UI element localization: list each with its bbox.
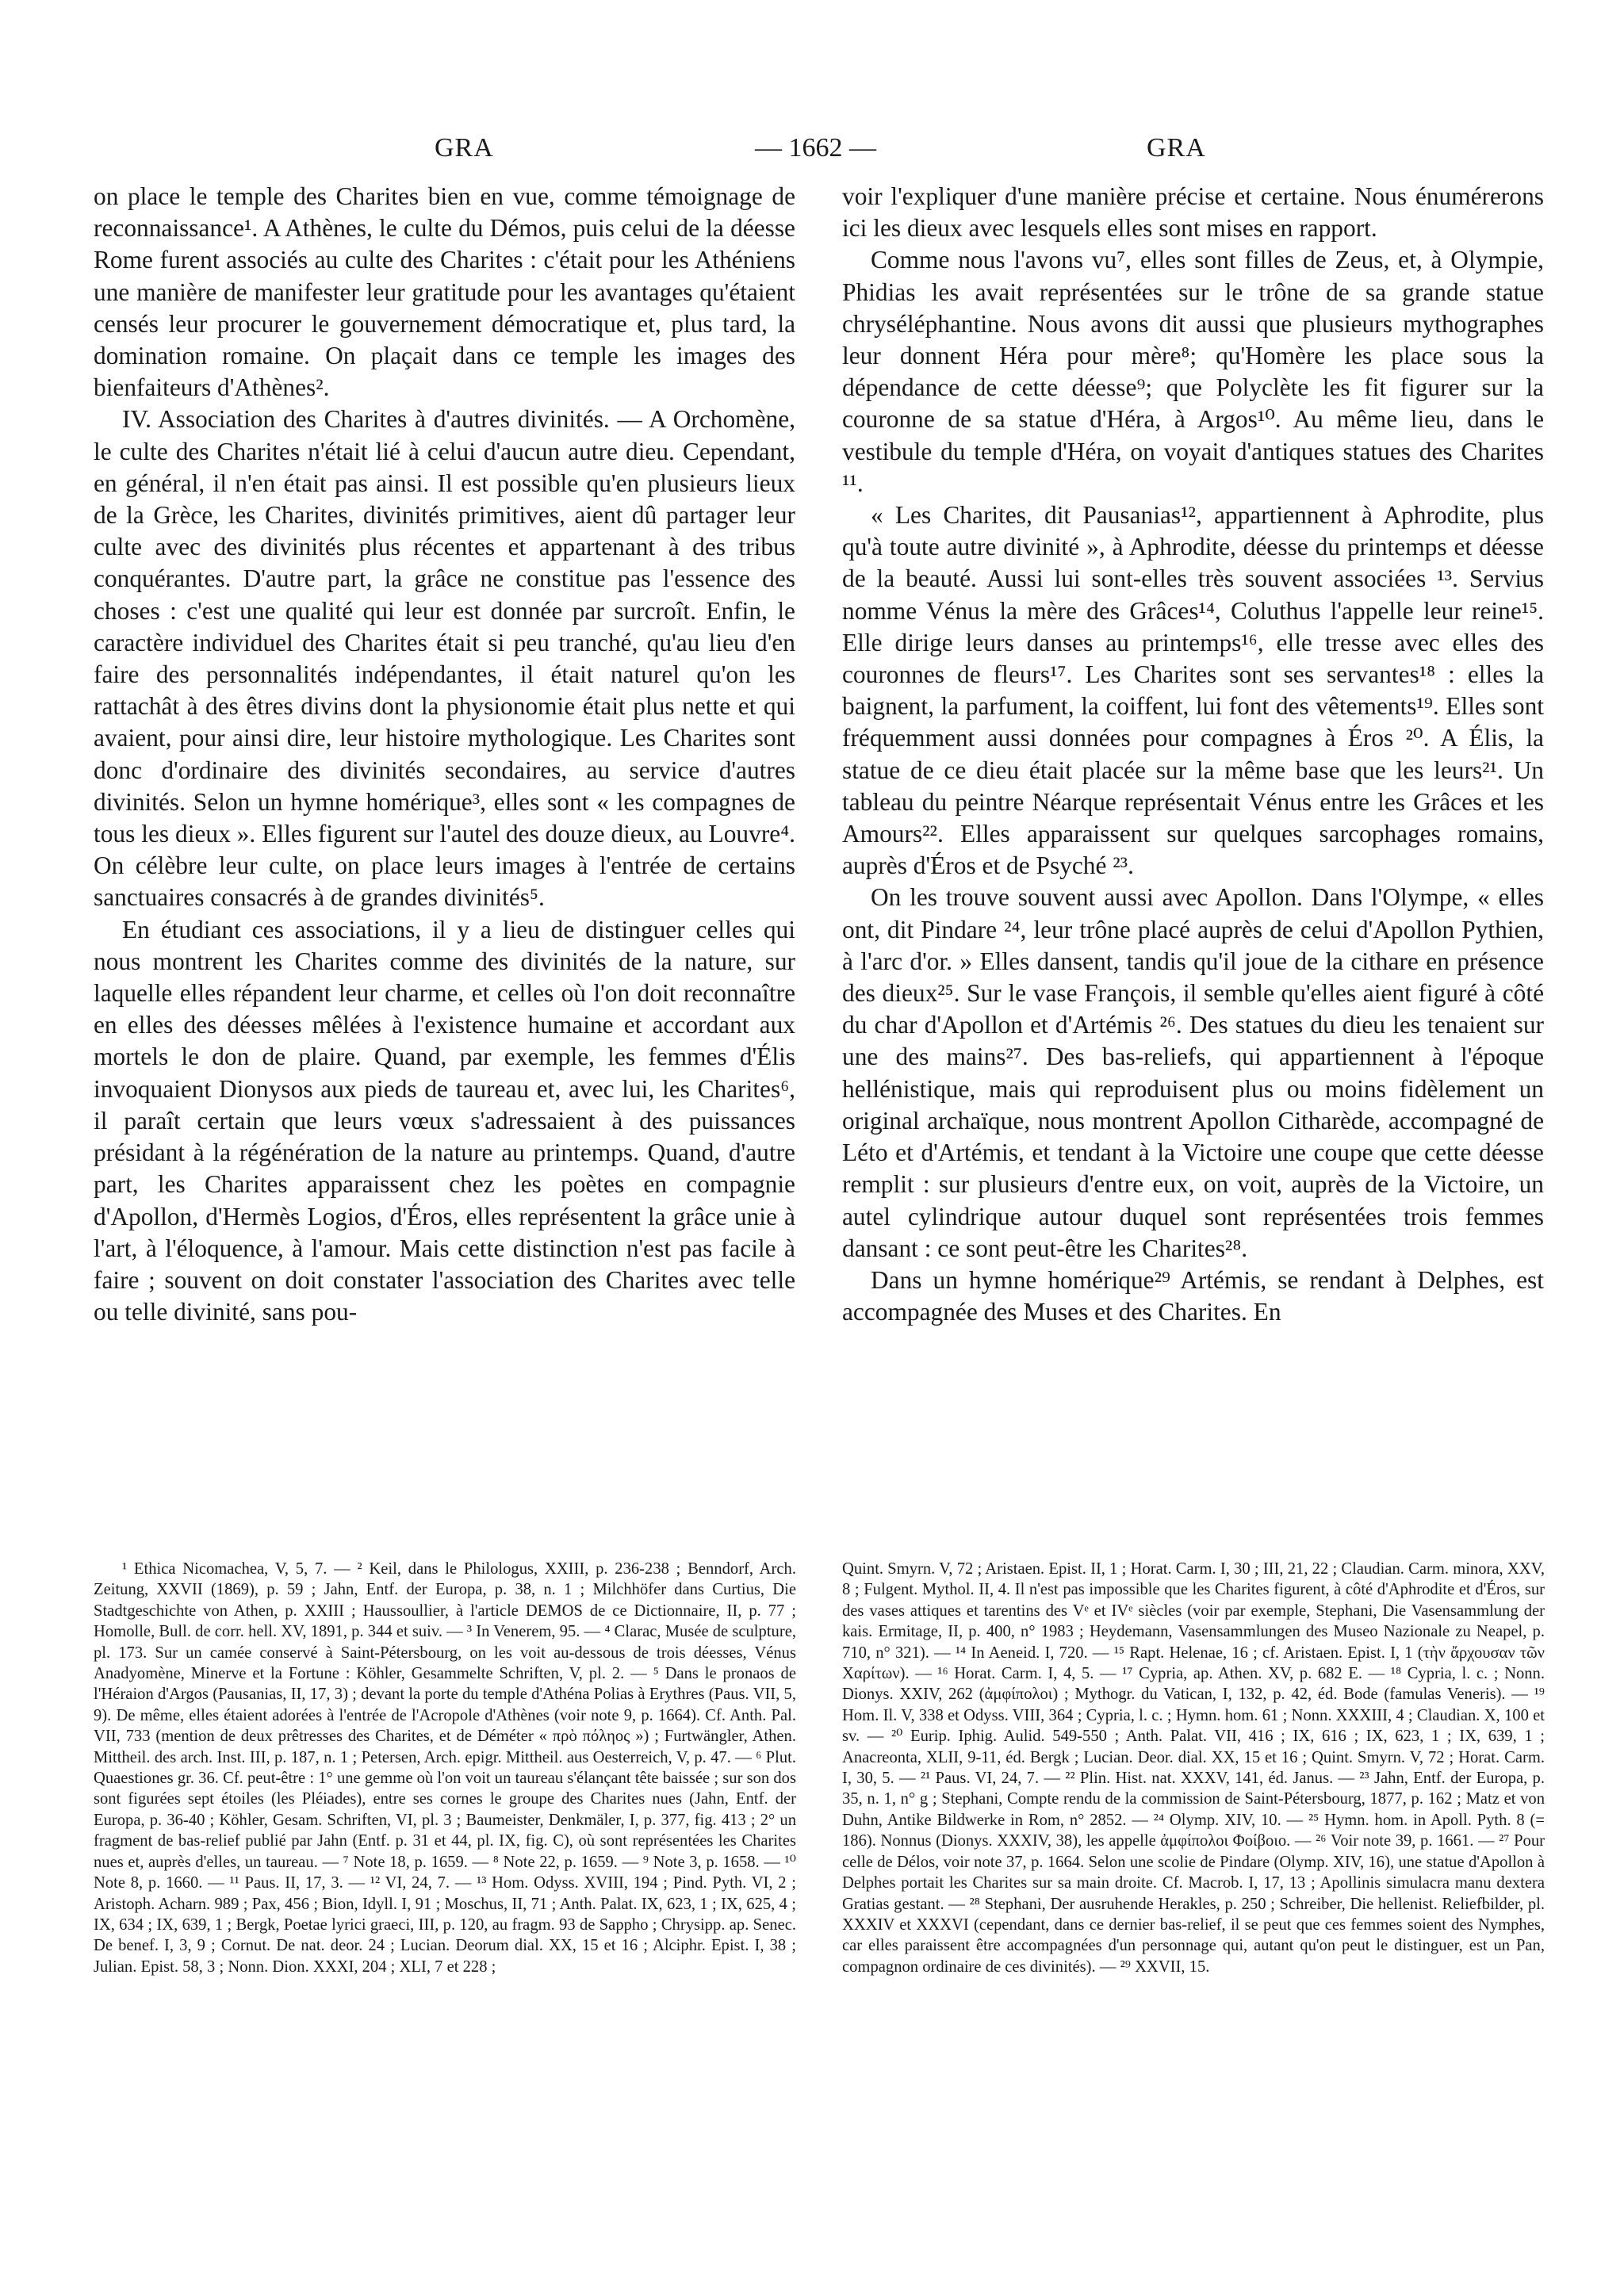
paragraph: Comme nous l'avons vu⁷, elles sont filles de Zeus, et, à Olympie, Phidias les avait représentées sur le trône de sa grande statue chryséléphantine. Nous avons dit aussi que plusieurs mythographes leur donnent Héra pour mère⁸; qu'Homère les place sous la dépendance de cette déesse⁹; que Polyclète les fit figurer sur la couronne de sa statue d'Héra, à Argos¹⁰. Au même lieu, dans le vestibule du temple d'Héra, on voyait d'antiques statues des Charites ¹¹.	[842, 246, 1544, 497]
footnote-block: Quint. Smyrn. V, 72 ; Aristaen. Epist. II, 1 ; Horat. Carm. I, 30 ; III, 21, 22 ; Claudian. Carm. minora, XXV, 8 ; Fulgent. Mythol. II, 4. Il n'est pas impossible que les Charites figurent, à côté d'Aphrodite et d'Éros, sur des vases attiques et tarentins des Vᵉ et IVᵉ siècles (voir par exemple, Stephani, Die Vasensammlung der kais. Ermitage, II, p. 400, n° 1983 ; Heydemann, Vasensammlungen des Museo Nazionale zu Neapel, p. 710, n° 321). — ¹⁴ In Aeneid. I, 720. — ¹⁵ Rapt. Helenae, 16 ; cf. Aristaen. Epist. I, 1 (τὴν ἄρχουσαν τῶν Χαρίτων). — ¹⁶ Horat. Carm. I, 4, 5. — ¹⁷ Cypria, ap. Athen. XV, p. 682 E. — ¹⁸ Cypria, l. c. ; Nonn. Dionys. XXIV, 262 (ἀμφίπολοι) ; Mythogr. du Vatican, I, 132, p. 42, éd. Bode (famulas Veneris). — ¹⁹ Hom. Il. V, 338 et Odyss. VIII, 364 ; Cypria, l. c. ; Hymn. hom. 61 ; Nonn. XXXIII, 4 ; Claudian. X, 100 et sv. — ²⁰ Eurip. Iphig. Aulid. 549-550 ; Anth. Palat. VII, 416 ; IX, 616 ; IX, 623, 1 ; IX, 639, 1 ; Anacreonta, XLII, 9-11, éd. Bergk ; Lucian. Deor. dial. XX, 15 et 16 ; Quint. Smyrn. V, 72 ; Horat. Carm. I, 30, 5. — ²¹ Paus. VI, 24, 7. — ²² Plin. Hist. nat. XXXV, 141, éd. Janus. — ²³ Jahn, Entf. der Europa, p. 35, n. 1, n° g ; Stephani, Compte rendu de la commission de Saint-Pétersbourg, 1877, p. 162 ; Matz et von Duhn, Antike Bildwerke in Rom, n° 2852. — ²⁴ Olymp. XIV, 10. — ²⁵ Hymn. hom. in Apoll. Pyth. 8 (= 186). Nonnus (Dionys. XXXIV, 38), les appelle ἀμφίπολοι Φοίβοιο. — ²⁶ Voir note 39, p. 1661. — ²⁷ Pour celle de Délos, voir note 37, p. 1664. Selon une scolie de Pindare (Olymp. XIV, 16), une statue d'Apollon à Delphes portait les Charites sur sa main droite. Cf. Macrob. I, 17, 13 ; Apollinis simulacra manu dextera Gratias gestant. — ²⁸ Stephani, Der ausruhende Herakles, p. 250 ; Schreiber, Die hellenist. Reliefbilder, pl. XXXIV et XXXVI (cependant, dans ce dernier bas-relief, il se peut que ces femmes soient des Nymphes, car elles paraissent être accompagnées d'un personnage qui, autant qu'on peut le distinguer, est un Pan, compagnon ordinaire de ces divinités). — ²⁹ XXVII, 15.	[842, 1560, 1545, 1976]
paragraph: Dans un hymne homérique²⁹ Artémis, se rendant à Delphes, est accompagnée des Muses et des Charites. En	[842, 1265, 1544, 1326]
running-head	[0, 133, 1624, 173]
running-head-left: GRA	[435, 133, 494, 163]
paragraph: « Les Charites, dit Pausanias¹², appartiennent à Aphrodite, plus qu'à toute autre divinité », à Aphrodite, déesse du printemps et déesse de la beauté. Aussi lui sont-elles très souvent associées ¹³. Servius nomme Vénus la mère des Grâces¹⁴, Coluthus l'appelle leur reine¹⁵. Elle dirige leurs danses au printemps¹⁶, elle tresse avec elles des couronnes de fleurs¹⁷. Les Charites sont ses servantes¹⁸ : elles la baignent, la parfument, la coiffent, lui font des vêtements¹⁹. Elles sont fréquemment aussi données pour compagnes à Éros ²⁰. A Élis, la statue de ce dieu était placée sur la même base que les leurs²¹. Un tableau du peintre Néarque représentait Vénus entre les Grâces et les Amours²². Elles apparaissent sur quelques sarcophages romains, auprès d'Éros et de Psyché ²³.	[842, 501, 1544, 880]
page-number: — 1662 —	[755, 133, 876, 163]
paragraph: IV. Association des Charites à d'autres divinités. — A Orchomène, le culte des Charites n'était lié à celui d'aucun autre dieu. Cependant, en général, il n'en était pas ainsi. Il est possible qu'en plusieurs lieux de la Grèce, les Charites, divinités primitives, aient dû partager leur culte avec des divinités plus récentes et appartenant à des tribus conquérantes. D'autre part, la grâce ne constitue pas l'essence des choses : c'est une qualité qui leur est donnée par surcroît. Enfin, le caractère individuel des Charites était si peu tranché, qu'au lieu d'en faire des personnalités indépendantes, il était naturel qu'on les rattachât à des êtres divins dont la physionomie était plus nette et qui avaient, pour ainsi dire, leur histoire mythologique. Les Charites sont donc d'ordinaire des divinités secondaires, au service d'autres divinités. Selon un hymne homérique³, elles sont « les compagnes de tous les dieux ». Elles figurent sur l'autel des douze dieux, au Louvre⁴. On célèbre leur culte, on place leurs images à l'entrée de certains sanctuaires consacrés à de grandes divinités⁵.	[94, 405, 795, 912]
footnotes-left	[94, 1559, 796, 1977]
paragraph: on place le temple des Charites bien en vue, comme témoignage de reconnaissance¹. A Athènes, le culte du Démos, puis celui de la déesse Rome furent associés au culte des Charites : c'était pour les Athéniens une manière de manifester leur gratitude pour les avantages qu'étaient censés leur procurer le gouvernement démocratique et, plus tard, la domination romaine. On plaçait dans ce temple les images des bienfaiteurs d'Athènes².	[94, 182, 795, 402]
right-column	[842, 181, 1544, 1328]
paragraph: On les trouve souvent aussi avec Apollon. Dans l'Olympe, « elles ont, dit Pindare ²⁴, leur trône placé auprès de celui d'Apollon Pythien, à l'arc d'or. » Elles dansent, tandis qu'il joue de la cithare en présence des dieux²⁵. Sur le vase François, il semble qu'elles aient figuré à côté du char d'Apollon et d'Artémis ²⁶. Des statues du dieu les tenaient sur une des mains²⁷. Des bas-reliefs, qui appartiennent à l'époque hellénistique, mais qui reproduisent plus ou moins fidèlement un original archaïque, nous montrent Apollon Citharède, accompagné de Léto et d'Artémis, et tendant à la Victoire une coupe que cette déesse remplit : sur plusieurs d'entre eux, on voit, auprès de la Victoire, un autel cylindrique autour duquel sont représentées trois femmes dansant : ce sont peut-être les Charites²⁸.	[842, 883, 1544, 1262]
paragraph: voir l'expliquer d'une manière précise et certaine. Nous énumérerons ici les dieux avec lesquels elles sont mises en rapport.	[842, 182, 1544, 243]
left-column	[94, 181, 795, 1328]
running-head-right: GRA	[1147, 133, 1206, 163]
footnotes-right	[842, 1559, 1545, 1977]
footnote-block: ¹ Ethica Nicomachea, V, 5, 7. — ² Keil, dans le Philologus, XXIII, p. 236-238 ; Benndorf, Arch. Zeitung, XXVII (1869), p. 59 ; Jahn, Entf. der Europa, p. 38, n. 1 ; Milchhöfer dans Curtius, Die Stadtgeschichte von Athen, p. XXIII ; Haussoullier, à l'article DEMOS de ce Dictionnaire, II, p. 77 ; Homolle, Bull. de corr. hell. XV, 1891, p. 344 et suiv. — ³ In Venerem, 95. — ⁴ Clarac, Musée de sculpture, pl. 173. Sur un camée conservé à Saint-Pétersbourg, on les voit au-dessous de trois déesses, Vénus Anadyomène, Minerve et la Fortune : Köhler, Gesammelte Schriften, V, pl. 2. — ⁵ Dans le pronaos de l'Héraion d'Argos (Pausanias, II, 17, 3) ; devant la porte du temple d'Athéna Polias à Erythres (Paus. VII, 5, 9). De même, elles étaient adorées à l'entrée de l'Acropole d'Athènes (voir note 9, p. 1664). Cf. Anth. Pal. VII, 733 (mention de deux prêtresses des Charites, et de Déméter « πρὸ πόληος ») ; Furtwängler, Athen. Mittheil. des arch. Inst. III, p. 187, n. 1 ; Petersen, Arch. epigr. Mittheil. aus Oesterreich, V, p. 47. — ⁶ Plut. Quaestiones gr. 36. Cf. peut-être : 1° une gemme où l'on voit un taureau s'élançant tête baissée ; sur son dos sont figurées sept étoiles (les Pléiades), entre ses cornes le groupe des Charites nues (Jahn, Entf. der Europa, p. 36-40 ; Köhler, Gesam. Schriften, VI, pl. 3 ; Baumeister, Denkmäler, I, p. 377, fig. 413 ; 2° un fragment de bas-relief publié par Jahn (Entf. p. 31 et 44, pl. IX, fig. C), où sont représentées les Charites nues et, auprès d'elles, un taureau. — ⁷ Note 18, p. 1659. — ⁸ Note 22, p. 1659. — ⁹ Note 3, p. 1658. — ¹⁰ Note 8, p. 1660. — ¹¹ Paus. II, 17, 3. — ¹² VI, 24, 7. — ¹³ Hom. Odyss. XVIII, 194 ; Pind. Pyth. VI, 2 ; Aristoph. Acharn. 989 ; Pax, 456 ; Bion, Idyll. I, 91 ; Moschus, II, 71 ; Anth. Palat. IX, 623, 1 ; IX, 625, 4 ; IX, 634 ; IX, 639, 1 ; Bergk, Poetae lyrici graeci, III, p. 120, au fragm. 93 de Sappho ; Chrysipp. ap. Senec. De benef. I, 3, 9 ; Cornut. De nat. deor. 24 ; Lucian. Deorum dial. XX, 15 et 16 ; Alciphr. Epist. I, 38 ; Julian. Epist. 58, 3 ; Nonn. Dion. XXXI, 204 ; XLI, 7 et 228 ;	[94, 1560, 796, 1976]
paragraph: En étudiant ces associations, il y a lieu de distinguer celles qui nous montrent les Charites comme des divinités de la nature, sur laquelle elles répandent leur charme, et celles où l'on doit reconnaître en elles des déesses mêlées à l'existence humaine et accordant aux mortels le don de plaire. Quand, par exemple, les femmes d'Élis invoquaient Dionysos aux pieds de taureau et, avec lui, les Charites⁶, il paraît certain que leurs vœux s'adressaient à des puissances présidant à la régénération de la nature au printemps. Quand, d'autre part, les Charites apparaissent chez les poètes en compagnie d'Apollon, d'Hermès Logios, d'Éros, elles représentent la grâce unie à l'art, à l'éloquence, à l'amour. Mais cette distinction n'est pas facile à faire ; souvent on doit constater l'association des Charites avec telle ou telle divinité, sans pou-	[94, 915, 795, 1326]
